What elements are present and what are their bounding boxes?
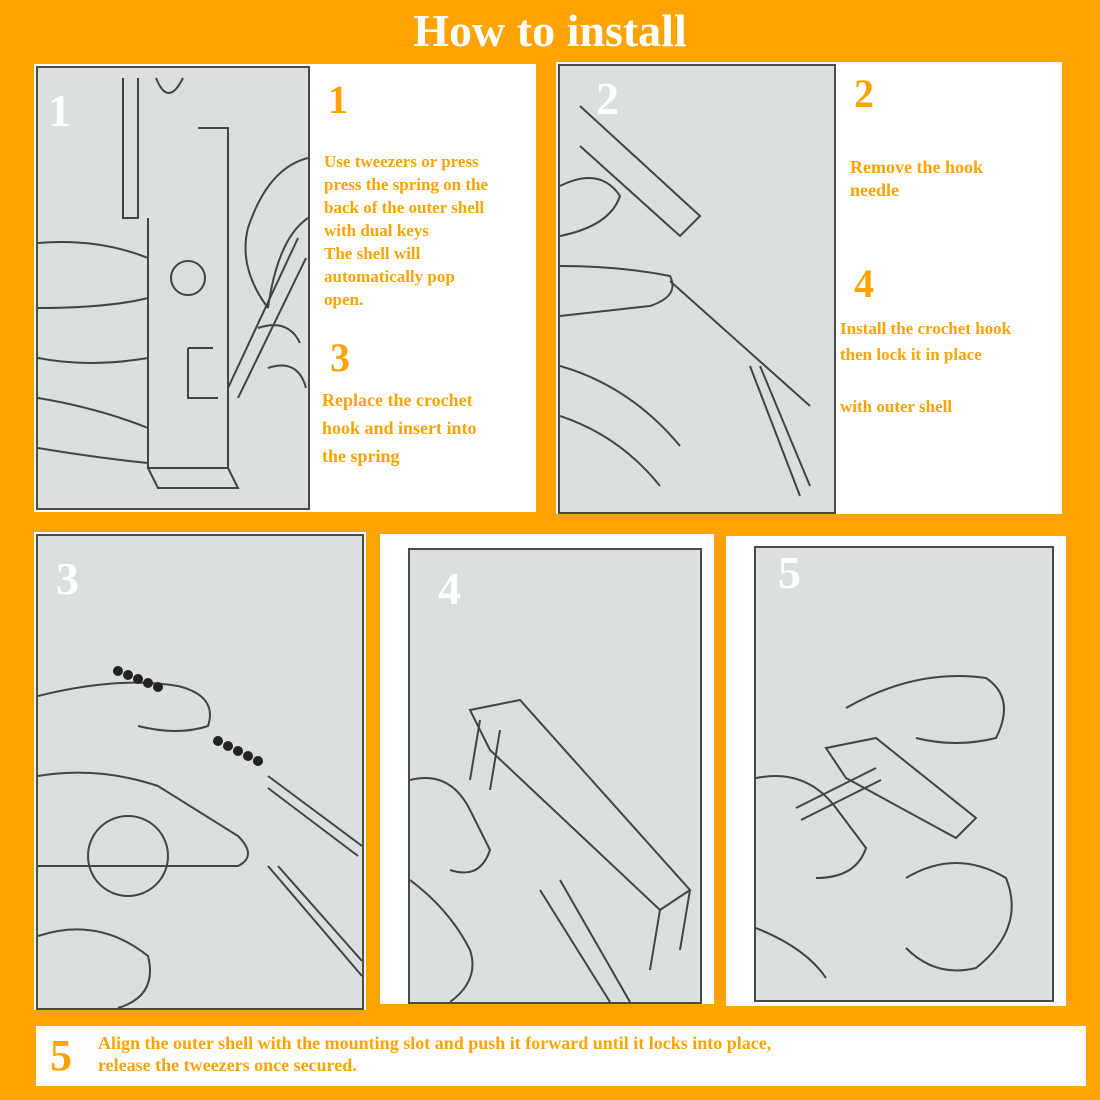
panel-sketch-4 bbox=[380, 534, 714, 1004]
page-title: How to install bbox=[413, 5, 687, 56]
panel-sketch-5 bbox=[726, 536, 1066, 1006]
step-text-4: Install the crochet hook then lock it in place with outer shell bbox=[840, 319, 1012, 416]
step-number-2: 2 bbox=[854, 71, 874, 116]
sketch-5-drawing bbox=[756, 548, 1052, 1000]
sketch-number: 3 bbox=[56, 553, 79, 604]
sketch-1-drawing bbox=[38, 68, 308, 508]
step-text-5: Align the outer shell with the mounting slot and push it forward until it locks into place, release the tweezers once secured. bbox=[98, 1033, 772, 1075]
panel-steps-1-3 bbox=[34, 64, 536, 512]
sketch-number: 1 bbox=[48, 85, 71, 136]
sketch-4-drawing bbox=[410, 550, 700, 1002]
step-number-3: 3 bbox=[330, 335, 350, 380]
sketch-number: 5 bbox=[778, 547, 801, 598]
step-number-5: 5 bbox=[50, 1031, 72, 1080]
step-text-3: Replace the crochet hook and insert into the spring bbox=[322, 390, 477, 466]
sketch-3-insert-spring bbox=[36, 534, 364, 1010]
sketch-2-remove-needle bbox=[558, 64, 836, 514]
step-5-bar bbox=[36, 1026, 1086, 1086]
step-text-1: Use tweezers or press press the spring on the back of the outer shell with dual keys The shell will automatically pop open. bbox=[324, 152, 489, 309]
panel-steps-2-4 bbox=[556, 62, 1062, 514]
sketch-3-drawing bbox=[38, 536, 362, 1008]
step-text-2: Remove the hook needle bbox=[850, 157, 983, 200]
sketch-2-drawing bbox=[560, 66, 834, 512]
step-number-1: 1 bbox=[328, 77, 348, 122]
sketch-5-release-tweezers bbox=[754, 546, 1054, 1002]
sketch-number: 2 bbox=[596, 73, 619, 124]
sketch-4-lock-shell bbox=[408, 548, 702, 1004]
sketch-number: 4 bbox=[438, 563, 461, 614]
sketch-1-open-shell bbox=[36, 66, 310, 510]
panel-sketch-3 bbox=[34, 532, 366, 1010]
step-number-4: 4 bbox=[854, 261, 874, 306]
